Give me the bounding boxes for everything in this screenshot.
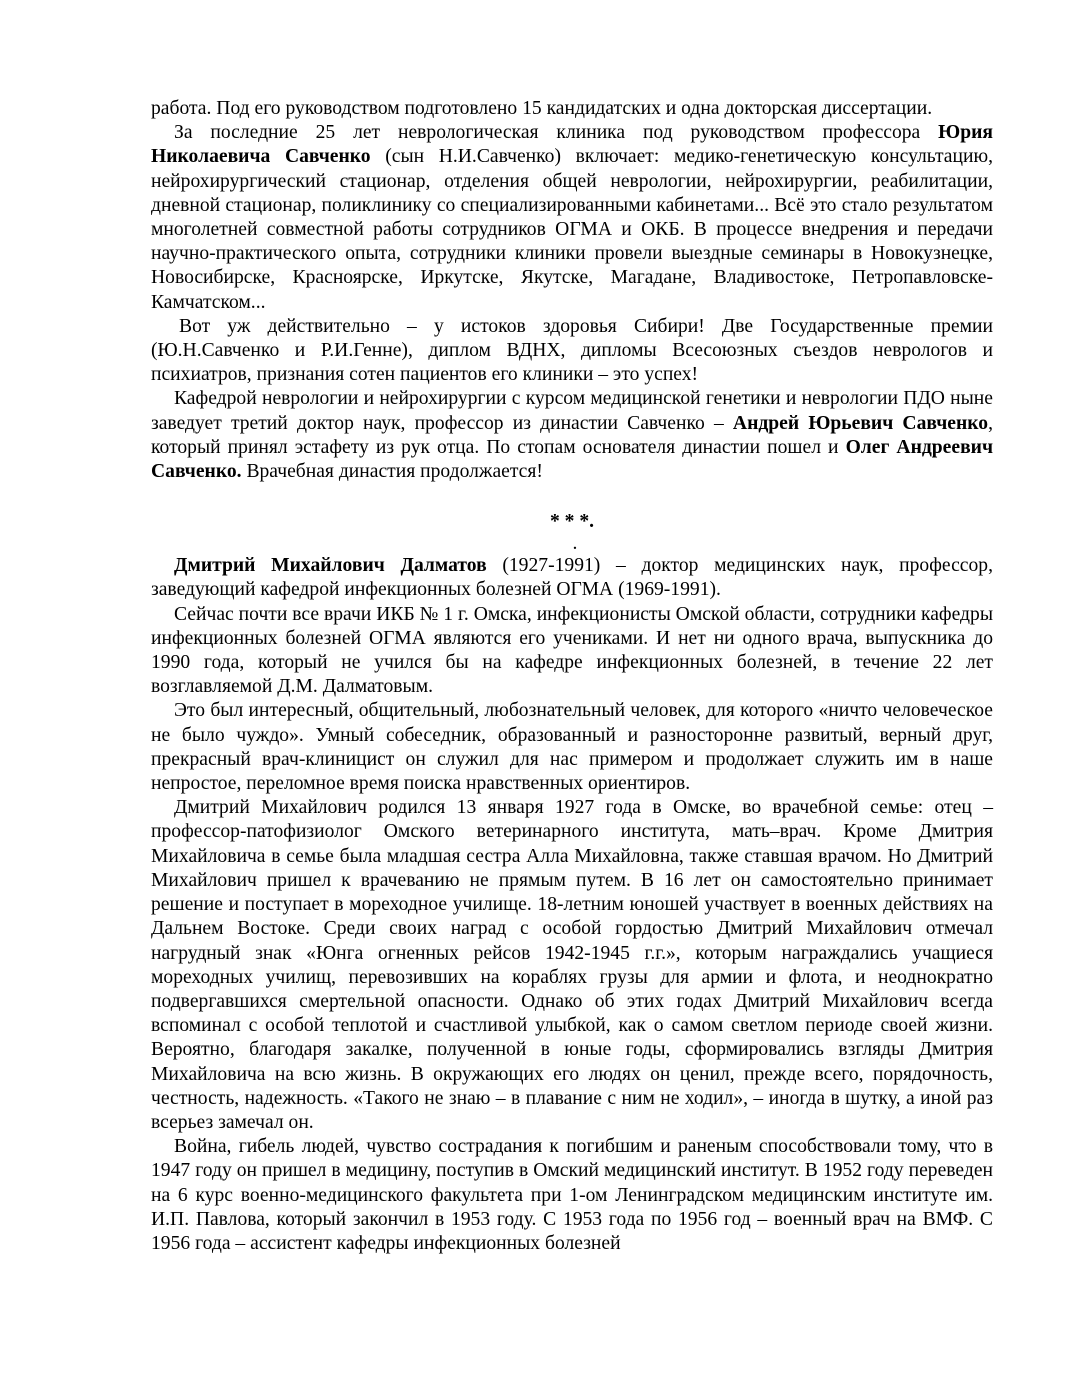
section-separator-stars: * * *. [549, 511, 595, 533]
paragraph-dalmatov-intro [151, 554, 993, 602]
paragraph-dissertations [151, 97, 993, 121]
paragraph-text: Война, гибель людей, чувство сострадания к погибшим и раненым способствовали тому, что в 1947 году он пришел в медицину, поступив в Омский медицинский институт. В 1952 году переведен на 6 курс военно-медицинского факультета при 1-ом Ленинградском медицинским институте им. И.П. Павлова, который закончил в 1953 году. С 1953 года по 1956 год – военный врач на ВМФ. С 1956 года – ассистент кафедры инфекционных болезней [151, 1136, 993, 1254]
person-name: Андрей Юрьевич Савченко [732, 412, 989, 434]
paragraph-text: работа. Под его руководством подготовлено 15 кандидатских и одна докторская диссертации. [151, 98, 933, 119]
paragraph-siberia [151, 315, 993, 388]
person-name: Олег Андреевич Савченко. [151, 436, 993, 483]
paragraph-war-medicine [151, 1135, 993, 1256]
person-name: Дмитрий Михайлович Далматов [174, 555, 487, 577]
paragraph-students [151, 603, 993, 700]
document-page [151, 97, 993, 1256]
paragraph-character [151, 699, 993, 796]
paragraph-text: (сын Н.И.Савченко) включает: медико-генетическую консультацию, нейрохирургический стационар, отделения общей неврологии, нейрохирургии, реабилитации, дневной стационар, поликлинику со специализированными кабинетами... Всё это стало результатом многолетней совместной работы сотрудников ОГМА и ОКБ. В процессе внедрения и передачи научно-практического опыта, сотрудники клиники провели выездные семинары в Новокузнецке, Новосибирске, Красноярске, Иркутске, Якутске, Магадане, Владивостоке, Петропавловске-Камчатском... [151, 146, 993, 313]
paragraph-department [151, 387, 993, 484]
paragraph-text: Вот уж действительно – у истоков здоровья Сибири! Две Государственные премии (Ю.Н.Савченко и Р.И.Генне), диплом ВДНХ, дипломы Всесоюзных съездов неврологов и психиатров, признания сотен пациентов его клиники – это успех! [151, 315, 993, 386]
person-name: Юрия Николаевича Савченко [151, 122, 993, 168]
paragraph-text: Это был интересный, общительный, любознательный человек, для которого «ничто человеческое не было чуждо». Умный собеседник, образованный и разносторонне развитый, верный друг, прекрасный врач-клиницист он служил для нас примером и продолжает служить им в наше непростое, переломное время поиска нравственных ориентиров. [151, 700, 993, 795]
paragraph-clinic [151, 121, 993, 315]
paragraph-text: Сейчас почти все врачи ИКБ № 1 г. Омска, инфекционисты Омской области, сотрудники кафедры инфекционных болезней ОГМА являются его учениками. И нет ни одного врача, выпускника до 1990 года, который не учился бы на кафедре инфекционных болезней, в течение 22 лет возглавляемой Д.М. Далматовым. [151, 603, 993, 698]
paragraph-text: Кафедрой неврологии и нейрохирургии с курсом медицинской генетики и неврологии ПДО ныне заведует третий доктор наук, профессор из династии Савченко – [151, 388, 993, 434]
paragraph-text: , который принял эстафету из рук отца. По стопам основателя династии пошел и [151, 412, 993, 458]
section-separator-dot: . [572, 533, 578, 555]
paragraph-text: За последние 25 лет неврологическая клиника под руководством профессора [174, 122, 939, 144]
paragraph-text: (1927-1991) – доктор медицинских наук, профессор, заведующий кафедрой инфекционных болезней ОГМА (1969-1991). [151, 555, 993, 601]
paragraph-text: Врачебная династия продолжается! [241, 461, 543, 483]
paragraph-text: Дмитрий Михайлович родился 13 января 1927 года в Омске, во врачебной семье: отец – профессор-патофизиолог Омского ветеринарного института, мать–врач. Кроме Дмитрия Михайловича в семье была младшая сестра Алла Михайловна, также ставшая врачом. Но Дмитрий Михайлович пришел к врачеванию не прямым путем. В 16 лет он самостоятельно принимает решение и поступает в мореходное училище. 18-летним юношей участвует в военных действиях на Дальнем Востоке. Среди своих наград с особой гордостью Дмитрий Михайлович отмечал нагрудный знак «Юнга огненных рейсов 1942-1945 г.г.», которым награждались учащиеся мореходных училищ, перевозивших на кораблях грузы для армии и флота, и неоднократно подвергавшихся смертельной опасности. Однако об этих годах Дмитрий Михайлович всегда вспоминал с особой теплотой и счастливой улыбкой, как о самом светлом периоде своей жизни. Вероятно, благодаря закалке, полученной в юные годы, сформировались взгляды Дмитрия Михайловича на всю жизнь. В окружающих его людях он ценил, прежде всего, порядочность, честность, надежность. «Такого не знаю – в плавание с ним не ходил», – иногда в шутку, а иной раз всерьез замечал он. [151, 797, 993, 1133]
paragraph-biography [151, 796, 993, 1135]
